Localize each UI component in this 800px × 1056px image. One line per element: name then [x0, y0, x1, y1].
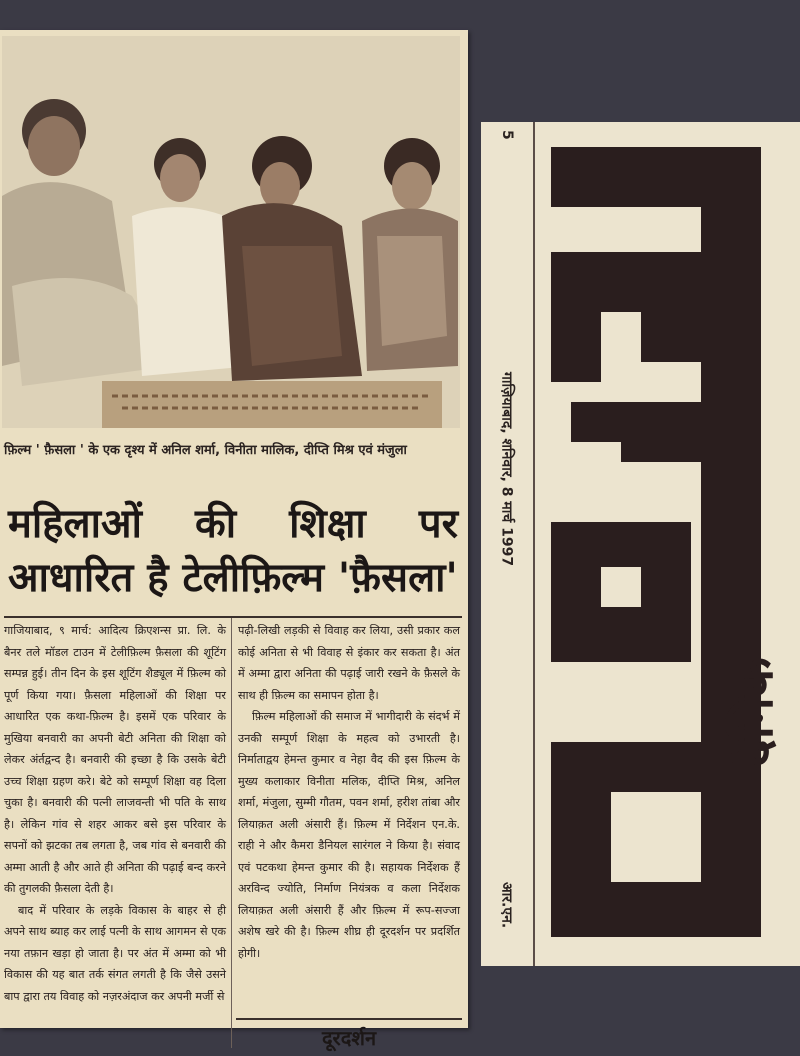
article-column-1 [4, 620, 226, 1054]
film-scene-photo [2, 36, 460, 428]
dateline: गाज़ियाबाद, शनिवार, 8 मार्च 1997 [498, 372, 515, 567]
article-paragraph: फ़िल्म महिलाओं की समाज में भागीदारी के संदर्भ में उनकी सम्पूर्ण शिक्षा के महत्व को उभारती है। निर्माताद्वय हेमन्त कुमार व नेहा वैद की इस फ़िल्म के मुख्य कलाकार विनीता मलिक, दीप्ति मिश्र, अनिल शर्मा, मंजुला, सुम्मी गौतम, पवन शर्मा, हरीश तांबा और लियाक़त अली अंसारी हैं। फ़िल्म में निर्देशन एन.के. राही ने और कैमरा डैनियल सारंगल ने किया है। संवाद एवं पटकथा हेमन्त कुमार की है। सहायक निर्देशक हैं अरविन्द ज्योति, निर्माण नियंत्रक व कला निर्देशक लियाक़त अली अंसारी हैं और फ़िल्म में रूप-सज्जा अशेष खरे की है। फ़िल्म शीघ्र ही दूरदर्शन पर प्रदर्शित होगी। [238, 710, 460, 960]
headline-word: महिलाओं [8, 500, 142, 547]
page-number: 5 [499, 130, 515, 140]
article-paragraph: गाजियाबाद, ९ मार्च: आदित्य क्रिएशन्स प्रा. लि. के बैनर तले मॉडल टाउन में टेलीफ़िल्म फ़ैसला की शूटिंग सम्पन्न हुई। तीन दिन के इस शूटिंग शैड्यूल में फ़िल्म को पूर्ण किया गया। फ़ैसला महिलाओं की शिक्षा पर आधारित एक कथा-फ़िल्म है। इसमें एक परिवार के मुखिया बनवारी का अपनी बेटी अनिता की शिक्षा को लेकर अंर्तद्वन्द है। बनवारी की इच्छा है कि उसके बेटी उच्च शिक्षा ग्रहण करे। बेटे को सम्पूर्ण शिक्षा वह दिला चुका है। बनवारी की पत्नी लाजवन्ती भी पति के साथ है। लेकिन गांव से शहर आकर बसे इस परिवार के सपनों को झटका तब लगता है, जब गांव से बनवारी की अम्मा आती है और आते ही अनिता की पढ़ाई बन्द करने की तुगलकी फ़ैसला देती है। [4, 624, 226, 895]
headline-rule [4, 616, 462, 618]
column-divider [231, 618, 232, 1048]
section-label: दूरदर्शन [236, 1018, 462, 1056]
article-headline [8, 498, 458, 606]
article-column-2 [238, 620, 460, 1020]
headline-line-1 [8, 498, 458, 550]
newspaper-clipping [0, 30, 468, 1050]
article-paragraph: बाद में परिवार के लड़के विकास के बाहर से ही अपने साथ ब्याह कर लाई पत्नी के साथ आगमन से एक नया तफ़ान खड़ा हो जाता है। पर अंत में अम्मा को भी विकास की यह बात तर्क संगत लगती है कि जैसे उसने बाप द्वारा तय विवाह को नज़रअंदाज कर अपनी मर्जी से [4, 903, 226, 1003]
masthead-rule [533, 122, 535, 966]
headline-word: पर [418, 500, 458, 547]
headline-line-2: आधारित है टेलीफ़िल्म 'फ़ैसला' [8, 554, 458, 601]
masthead-daink: दैनिक [723, 657, 785, 767]
article-paragraph: पढ़ी-लिखी लड़की से विवाह कर लिया, उसी प्रकार कल कोई अनिता से भी विवाह से इंकार कर सकता है। अंत में अम्मा द्वारा अनिता की पढ़ाई जारी रखने के फ़ैसले के साथ ही फ़िल्म का समापन होता है। [238, 624, 460, 702]
agency-tag: आर.एन. [498, 882, 515, 929]
headline-word: की [194, 500, 237, 547]
headline-word: शिक्षा [289, 500, 366, 547]
newspaper-masthead [481, 122, 800, 966]
photo-figures [2, 36, 460, 428]
photo-caption: फ़िल्म ' फ़ैसला ' के एक दृश्य में अनिल शर्मा, विनीता मालिक, दीप्ति मिश्र एवं मंजुला [4, 443, 407, 458]
